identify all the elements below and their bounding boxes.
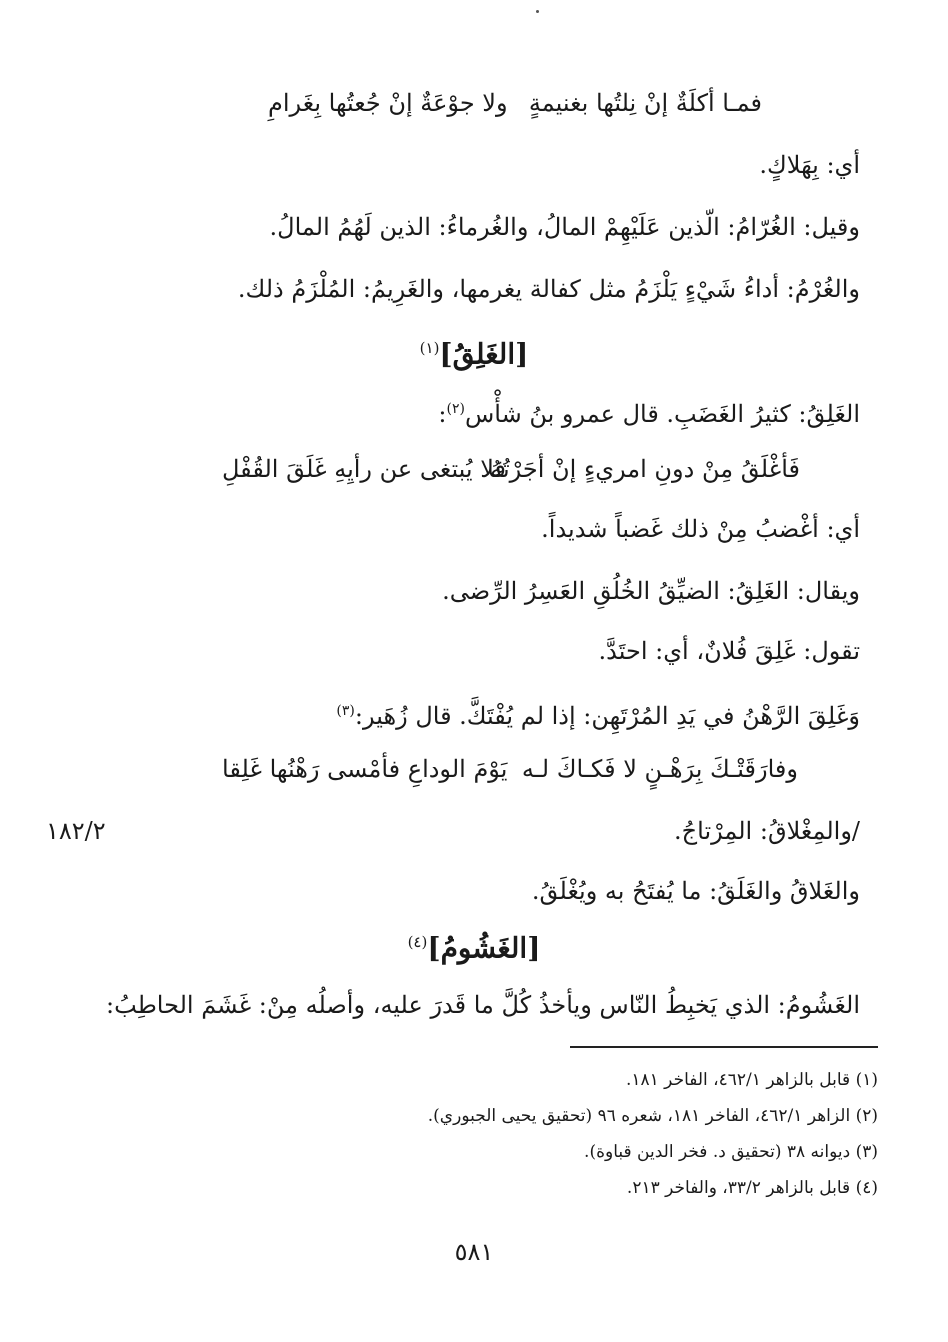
footnote-1: (١) قابل بالزاهر ٤٦٢/١، الفاخر ١٨١. [625,1070,878,1090]
footnote-marker-4: (٤) [407,933,428,951]
footnote-marker-2: (٢) [446,401,465,417]
page-number: ٥٨١ [454,1238,494,1266]
entry-heading-ghaliq-text: [الغَلِقُ] [439,337,529,371]
text-line-11: الغَشُومُ: الذي يَخبِطُ النّاس ويأخذُ كُلَّ ما قَدرَ عليه، وأصلُه مِنْ: غَشَمَ الحاطِبُ: [106,991,860,1019]
verse-3-first-hemistich: وفارَقَتْـكَ بِرَهْـنٍ لا فَكـاكَ لـه [521,755,798,783]
entry-heading-ghaliq [0,328,948,374]
text-line-3: والغُرْمُ: أداءُ شَيْءٍ يَلْزَمُ مثل كفالة يغرمها، والغَرِيمُ: المُلْزَمُ ذلك. [237,275,860,303]
footnote-marker-1: (١) [419,339,440,357]
text-line-10: والغَلاقُ والغَلَقُ: ما يُفتَحُ به ويُغْلَقُ. [531,877,860,905]
verse-1-second-hemistich: ولا جوْعَةٌ إنْ جُعتُها بِغَرامِ [268,89,508,117]
text-line-8-body: وَغَلِقَ الرَّهْنُ في يَدِ المُرْتَهِن: إذا لم يُفْتَكَّ. قال زُهَير: [354,702,860,730]
marginal-manuscript-ref: ١٨٢/٢ [46,817,106,845]
text-line-4-body: الغَلِقُ: كثيرُ الغَضَبِ. قال عمرو بنُ شأْس [464,400,860,428]
text-line-4 [438,392,860,431]
text-line-9: /والمِغْلاقُ: المِرْتاجُ. [674,817,860,845]
footnote-separator [570,1046,878,1048]
scan-dot [536,10,539,13]
text-line-4-colon: : [438,400,447,428]
verse-2-second-hemistich: فلا يُبتغى عن رأيِهِ غَلَقَ القُفْلِ [222,455,507,483]
verse-1-first-hemistich: فمـا أكلَةٌ إنْ نِلتُها بغنيمةٍ [528,89,762,117]
verse-2-first-hemistich: فَأغْلَقُ مِنْ دونِ امريءٍ إنْ أجَرْتُهُ [490,455,800,483]
text-line-8 [336,694,860,733]
footnote-marker-3: (٣) [336,703,355,719]
entry-heading-ghashum-text: [الغَشُومُ] [427,931,541,965]
text-line-6: ويقال: الغَلِقُ: الضيِّقُ الخُلُقِ العَسِرُ الرِّضى. [442,577,860,605]
verse-3-second-hemistich: يَوْمَ الوداعِ فأمْسى رَهْنُها غَلِقا [222,755,508,783]
footnote-2: (٢) الزاهر ٤٦٢/١، الفاخر ١٨١، شعره ٩٦ (تحقيق يحيى الجبوري). [427,1106,878,1126]
entry-heading-ghashum [0,922,948,968]
text-line-1: أي: بِهَلاكٍ. [759,151,860,179]
footnote-4: (٤) قابل بالزاهر ٣٣/٢، والفاخر ٢١٣. [626,1178,878,1198]
text-line-7: تقول: غَلِقَ فُلانٌ، أي: احتَدَّ. [598,637,860,665]
text-line-2: وقيل: الغُرّامُ: الّذين عَلَيْهِمْ المالُ، والغُرماءُ: الذين لَهُمُ المالُ. [269,213,860,241]
text-line-5: أي: أغْضبُ مِنْ ذلك غَضباً شديداً. [541,515,860,543]
footnote-3: (٣) ديوانه ٣٨ (تحقيق د. فخر الدين قباوة). [584,1142,878,1162]
